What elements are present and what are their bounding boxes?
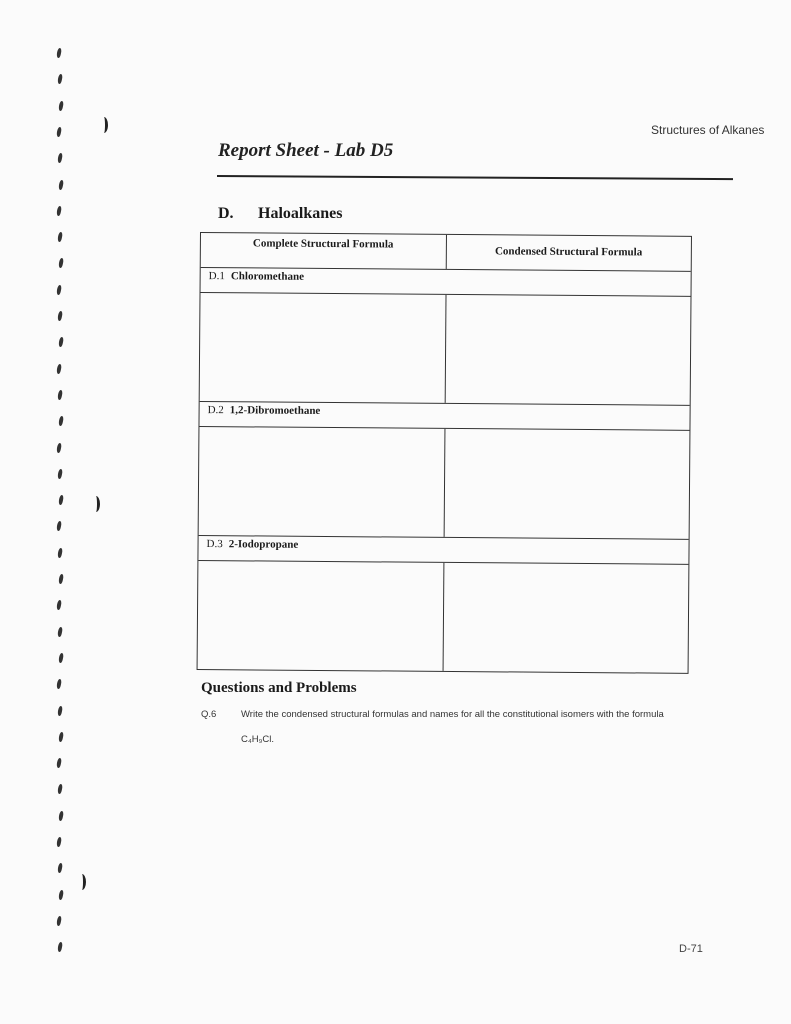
binder-hole-mark: [58, 653, 64, 664]
row-label: D.1 Chloromethane: [201, 268, 691, 297]
binder-hole-mark: [58, 258, 64, 269]
row-label: D.3 2-Iodopropane: [198, 536, 688, 565]
running-head: Structures of Alkanes: [651, 123, 765, 137]
binder-hole-mark: [58, 100, 64, 111]
haloalkanes-table: [197, 232, 692, 674]
binder-hole-mark: [56, 916, 62, 927]
condensed-formula-cell[interactable]: [443, 563, 688, 673]
binder-ring-mark: [92, 496, 100, 512]
binder-hole-mark: [57, 390, 63, 401]
binder-hole-mark: [58, 495, 64, 506]
section-heading: [218, 205, 342, 223]
complete-formula-cell[interactable]: [198, 561, 444, 671]
binder-hole-mark: [56, 600, 62, 611]
question-text: Write the condensed structural formulas and names for all the constitutional isomers with the formula: [241, 709, 664, 720]
binder-hole-mark: [57, 863, 63, 874]
binder-hole-mark: [57, 74, 63, 85]
table-header: [201, 233, 691, 272]
title-rule: [217, 175, 733, 180]
condensed-formula-cell[interactable]: [445, 295, 690, 405]
answer-row: [198, 561, 689, 673]
page-title: Report Sheet - Lab D5: [218, 140, 394, 161]
question-number: Q.6: [201, 709, 217, 720]
binder-hole-mark: [58, 810, 64, 821]
binder-hole-mark: [56, 679, 62, 690]
binder-hole-mark: [58, 416, 64, 427]
row-label: D.2 1,2-Dibromoethane: [199, 402, 689, 431]
compound-name: Chloromethane: [230, 270, 305, 283]
binder-hole-mark: [56, 758, 62, 769]
binder-hole-mark: [57, 311, 63, 322]
binder-hole-mark: [56, 837, 62, 848]
binder-hole-mark: [56, 442, 62, 453]
binder-hole-mark: [56, 205, 62, 216]
column-header-condensed: Condensed Structural Formula: [494, 245, 643, 259]
column-header-complete: Complete Structural Formula: [201, 233, 447, 269]
binder-hole-mark: [57, 705, 63, 716]
binder-hole-mark: [57, 626, 63, 637]
binder-hole-mark: [56, 363, 62, 374]
page-number: D-71: [679, 943, 703, 955]
binder-hole-mark: [58, 731, 64, 742]
binder-hole-mark: [57, 153, 63, 164]
binder-hole-mark: [57, 784, 63, 795]
compound-name: 2-Iodopropane: [228, 538, 299, 551]
binder-hole-mark: [57, 942, 63, 953]
binder-hole-mark: [57, 547, 63, 558]
binder-hole-mark: [56, 284, 62, 295]
answer-row: [200, 293, 691, 406]
complete-formula-cell[interactable]: [199, 427, 445, 537]
compound-name: 1,2-Dibromoethane: [229, 404, 321, 417]
condensed-formula-cell[interactable]: [444, 429, 689, 539]
binder-ring-mark: [78, 874, 86, 890]
binder-ring-mark: [100, 117, 108, 133]
question-formula: C₄H₉Cl.: [241, 734, 274, 745]
binder-hole-mark: [58, 179, 64, 190]
complete-formula-cell[interactable]: [200, 293, 446, 403]
section-title: Haloalkanes: [258, 205, 343, 222]
binder-hole-mark: [56, 48, 62, 59]
question-item: [201, 709, 721, 745]
answer-row: [199, 427, 690, 540]
binder-hole-mark: [56, 521, 62, 532]
binder-hole-mark: [57, 468, 63, 479]
binder-hole-mark: [56, 127, 62, 138]
section-letter: D.: [218, 205, 234, 222]
binder-hole-mark: [58, 337, 64, 348]
binder-hole-mark: [57, 232, 63, 243]
questions-heading: Questions and Problems: [201, 680, 357, 696]
binder-hole-mark: [58, 574, 64, 585]
binder-hole-mark: [58, 889, 64, 900]
